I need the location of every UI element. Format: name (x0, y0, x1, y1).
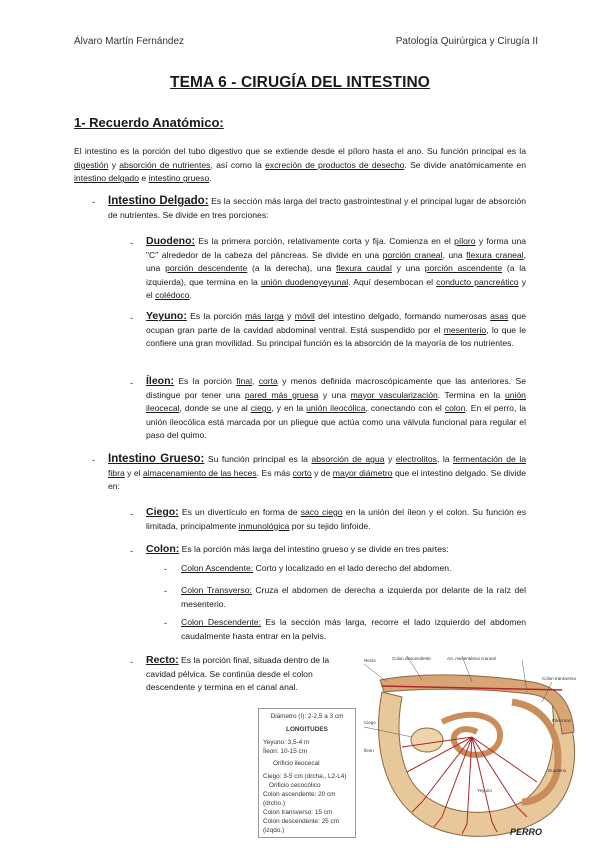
bullet-dash: - (130, 238, 133, 248)
page-title: TEMA 6 - CIRUGÍA DEL INTESTINO (170, 74, 430, 91)
colon-transverso: Colon Transverso: Cruza el abdomen de derecha a izquierda por delante de la raíz del mesenterio. (181, 585, 526, 609)
bullet-dash: - (92, 197, 95, 207)
bullet-dash: - (130, 378, 133, 388)
box-line: Colon descendente: 25 cm (izqdo.) (263, 818, 340, 834)
figure-label: Colon descendente (392, 656, 431, 661)
recto-paragraph: Recto: Es la porción final, situada dentro de la cavidad pélvica. Se continúa desde el colon descendente y termina en el canal anal. (146, 654, 330, 693)
bullet-dash: - (130, 313, 133, 323)
figure-label: Páncreas (552, 718, 572, 723)
delgado-label: Intestino Delgado: (108, 195, 209, 207)
colon-ascendente: Colon Ascendente: Corto y localizado en el lado derecho del abdomen. (181, 563, 452, 573)
yeyuno-paragraph: Yeyuno: Es la porción más larga y móvil del intestino delgado, formando numerosas asas que ocupan gran parte de la cavidad abdominal ventral. Está suspendido por el mesenterio, lo que le confiere una gran movilidad. Su principal función es la absorción de la mayoría de los nutrientes. (146, 310, 526, 349)
bullet-dash: - (164, 564, 167, 574)
bullet-dash: - (92, 455, 95, 465)
box-line: Yeyuno: 3,5-4 m (263, 739, 310, 746)
intro-paragraph: El intestino es la porción del tubo digestivo que se extiende desde el píloro hasta el ano. Su función principal es la digestión y absorción de nutrientes, así como la excreción de productos de desecho. Se divide anatómicamente en intestino delgado e intestino grueso. (74, 146, 526, 184)
box-line: Ciego: 3-5 cm (drcha., L2-L4) (263, 773, 347, 780)
ciego-paragraph: Ciego: Es un divertículo en forma de saco ciego en la unión del íleon y el colon. Su función es limitada, principalmente inmunológica por su tejido linfoide. (146, 506, 526, 531)
box-heading: LONGITUDES (286, 726, 328, 733)
box-line: Diámetro (I): 2-2,5 a 3 cm (270, 713, 344, 720)
figure-label: Art. mesentérica craneal (447, 656, 496, 661)
box-line: Colon transverso: 15 cm (263, 809, 333, 816)
colon-descendente: Colon Descendente: Es la sección más larga, recorre el lado izquierdo del abdomen caudalmente hasta entrar en la pelvis. (181, 617, 526, 641)
colon-paragraph: Colon: Es la porción más larga del intestino grueso y se divide en tres partes: (146, 543, 449, 555)
figure-label: Íleon (364, 748, 374, 753)
bullet-dash: - (130, 546, 133, 556)
box-line: Colon ascendente: 20 cm (drcho.) (263, 791, 336, 807)
figure-label: Ciego (364, 720, 376, 725)
figure-label: Colon transverso (542, 676, 577, 681)
box-line: Íleon: 10-15 cm (263, 748, 308, 755)
bullet-dash: - (130, 509, 133, 519)
delgado-paragraph: Intestino Delgado: Es la sección más larga del tracto gastrointestinal y el principal lugar de absorción de nutrientes. Se divide en tres porciones: (108, 195, 526, 220)
box-line: Orificio cecocólico (269, 782, 321, 789)
header-author: Álvaro Martín Fernández (74, 36, 185, 47)
header-course: Patología Quirúrgica y Cirugía II (395, 36, 538, 47)
bullet-dash: - (164, 618, 167, 628)
grueso-paragraph: Intestino Grueso: Su función principal es la absorción de agua y electrolitos, la fermentación de la fibra y el almacenamiento de las heces. Es más corto y de mayor diámetro que el intestino delgado. Se divide en: (108, 453, 527, 492)
lengths-box (258, 708, 356, 838)
bullet-dash: - (164, 586, 167, 596)
figure-label: Recto (364, 658, 376, 663)
intestine-illustration (362, 652, 586, 840)
figure-label: Duodeno (548, 768, 567, 773)
bullet-dash: - (130, 657, 133, 667)
ileon-paragraph: Íleon: Es la porción final, corta y menos definida macroscópicamente que las anteriores. Se distingue por tener una pared más gruesa y una mayor vascularización. Termina en la unión ileocecal, donde se une al ciego, y en la unión ileocólica, conectando con el colon. En el perro, la unión ileocólica está marcada por un pliegue que actúa como una válvula funcional para regular el paso del quimo. (146, 375, 527, 441)
figure-label: Yeyuno (477, 788, 492, 793)
duodeno-paragraph: Duodeno: Es la primera porción, relativamente corta y fija. Comienza en el píloro y forma una "C" alrededor de la cabeza del páncreas. Se divide en una porción craneal, una flexura craneal, una porción descendente (a la derecha), una flexura caudal y una porción ascendente (a la izquierda), que termina en la unión duodenoyeyunal. Aquí desembocan el conducto pancreático y el colédoco. (146, 235, 527, 301)
box-line: Orificio ileocecal (273, 760, 320, 767)
section-heading: 1- Recuerdo Anatómico: (74, 115, 224, 130)
figure-caption: PERRO (510, 827, 543, 837)
